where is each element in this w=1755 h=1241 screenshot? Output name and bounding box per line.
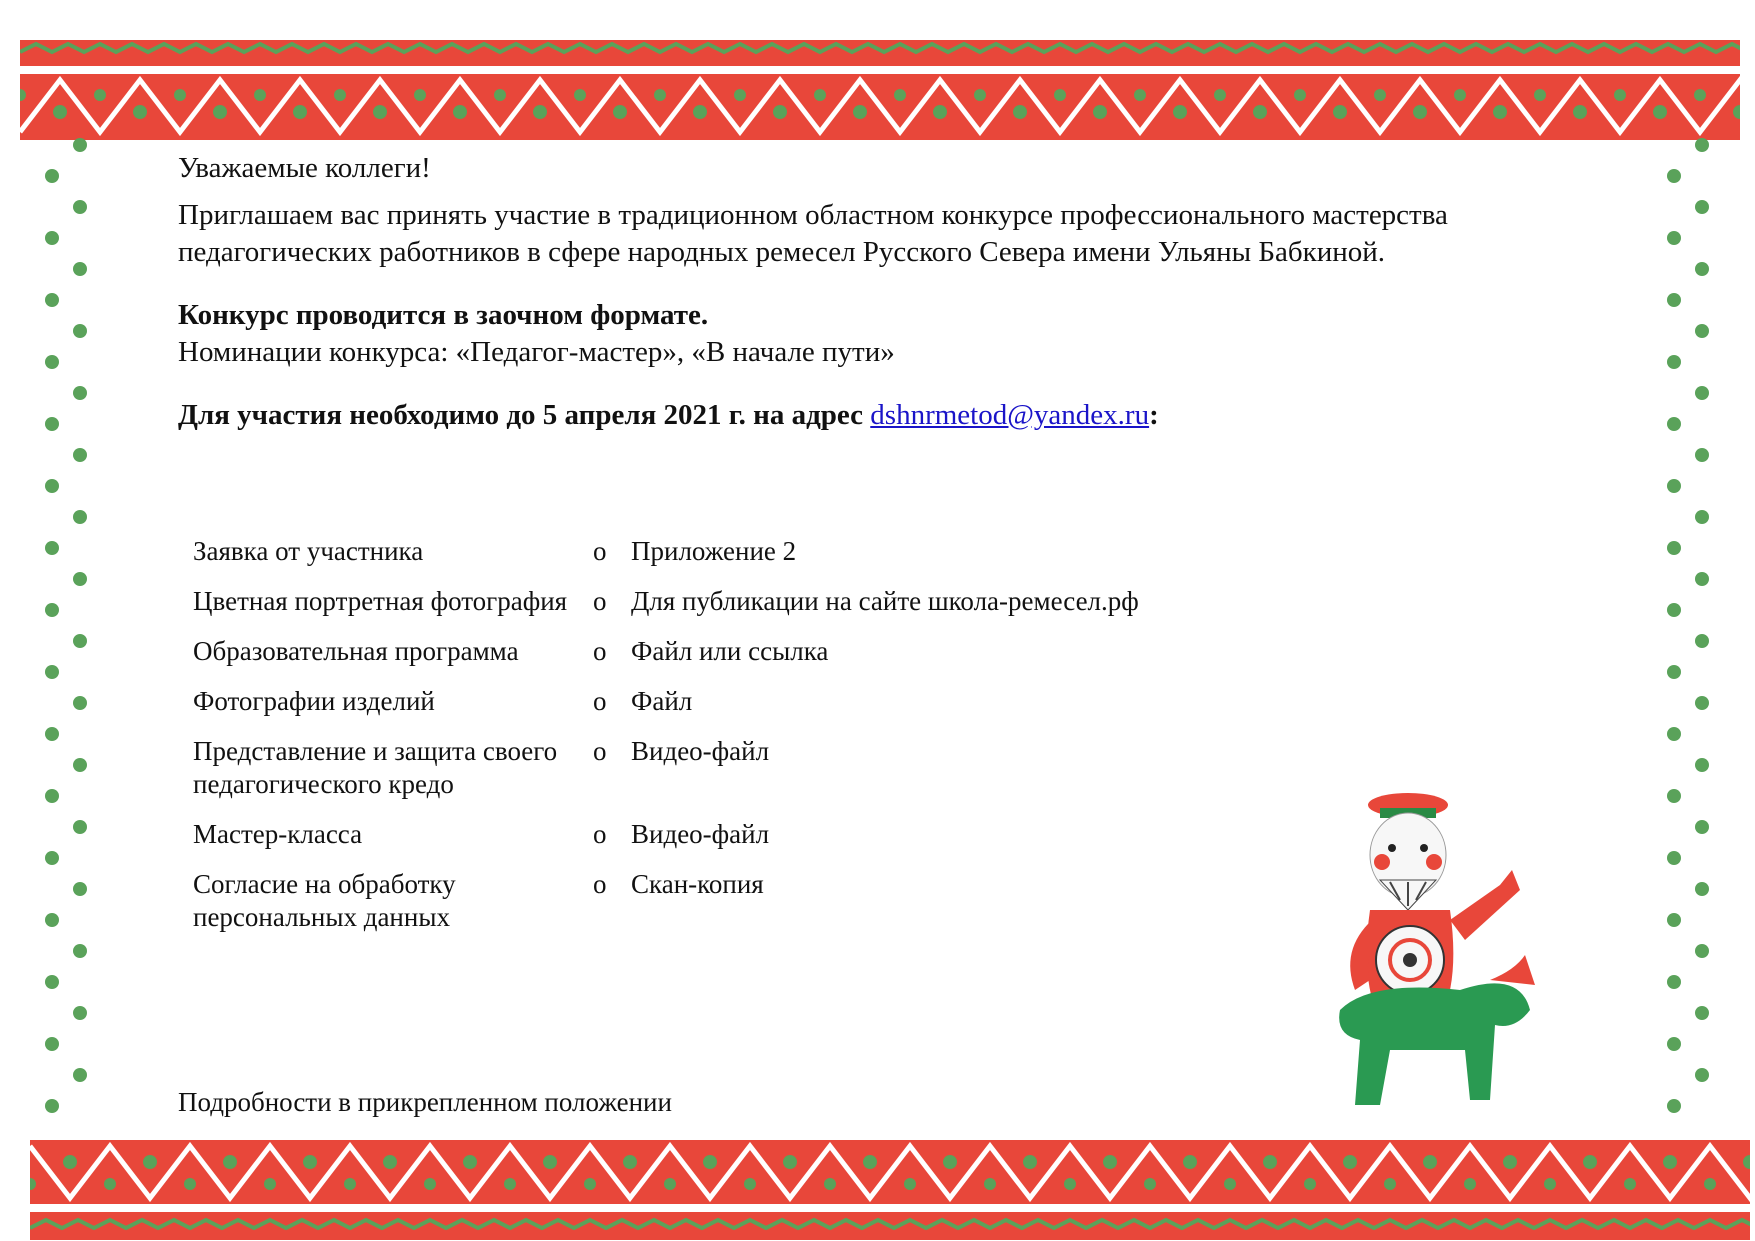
requirement-item: Согласие на обработку персональных данных	[193, 869, 456, 932]
requirement-note: Видео-файл	[631, 736, 770, 766]
requirement-note: Для публикации на сайте школа-ремесел.рф	[631, 586, 1139, 616]
invitation-paragraph: Приглашаем вас принять участие в традиционном областном конкурсе профессионального мастерства педагогических работников в сфере народных ремесел Русского Севера имени Ульяны Бабкиной.	[178, 199, 1448, 268]
requirement-item: Цветная портретная фотография	[193, 586, 568, 616]
nominations-line: Номинации конкурса: «Педагог-мастер», «В начале пути»	[178, 336, 895, 368]
circle-bullet-icon: o	[593, 536, 607, 566]
bottom-ornament-border	[30, 1140, 1750, 1240]
requirement-row	[193, 818, 1293, 851]
right-dot-border	[1660, 0, 1720, 1241]
requirement-row	[193, 585, 1293, 618]
circle-bullet-icon: o	[593, 869, 607, 899]
requirement-note: Скан-копия	[631, 869, 764, 899]
requirements-list	[193, 535, 1293, 951]
requirement-item: Заявка от участника	[193, 536, 424, 566]
circle-bullet-icon: o	[593, 819, 607, 849]
requirement-item: Фотографии изделий	[193, 686, 435, 716]
deadline-text: Для участия необходимо до 5 апреля 2021 г. на адрес	[178, 399, 871, 431]
requirement-note: Видео-файл	[631, 819, 770, 849]
requirement-item: Представление и защита своего педагогического кредо	[193, 736, 558, 799]
greeting: Уважаемые коллеги!	[178, 152, 431, 184]
requirement-note: Приложение 2	[631, 536, 797, 566]
left-dot-border	[40, 0, 100, 1241]
requirement-item: Образовательная программа	[193, 636, 519, 666]
deadline-line	[178, 397, 1618, 434]
requirement-row	[193, 635, 1293, 668]
requirement-note: Файл или ссылка	[631, 636, 829, 666]
circle-bullet-icon: o	[593, 636, 607, 666]
requirement-row	[193, 685, 1293, 718]
circle-bullet-icon: o	[593, 586, 607, 616]
deadline-colon: :	[1149, 399, 1159, 431]
letter-body	[178, 150, 1618, 456]
details-note: Подробности в прикрепленном положении	[178, 1087, 672, 1117]
requirement-item: Мастер-класса	[193, 819, 363, 849]
requirement-note: Файл	[631, 686, 693, 716]
format-heading: Конкурс проводится в заочном формате.	[178, 299, 709, 331]
dymkovo-rider-toy-icon	[1300, 780, 1550, 1120]
requirement-row	[193, 868, 1293, 934]
circle-bullet-icon: o	[593, 736, 607, 766]
requirement-row	[193, 735, 1293, 801]
email-link[interactable]: dshnrmetod@yandex.ru	[870, 399, 1150, 431]
top-ornament-border	[20, 40, 1740, 140]
circle-bullet-icon: o	[593, 686, 607, 716]
requirement-row	[193, 535, 1293, 568]
